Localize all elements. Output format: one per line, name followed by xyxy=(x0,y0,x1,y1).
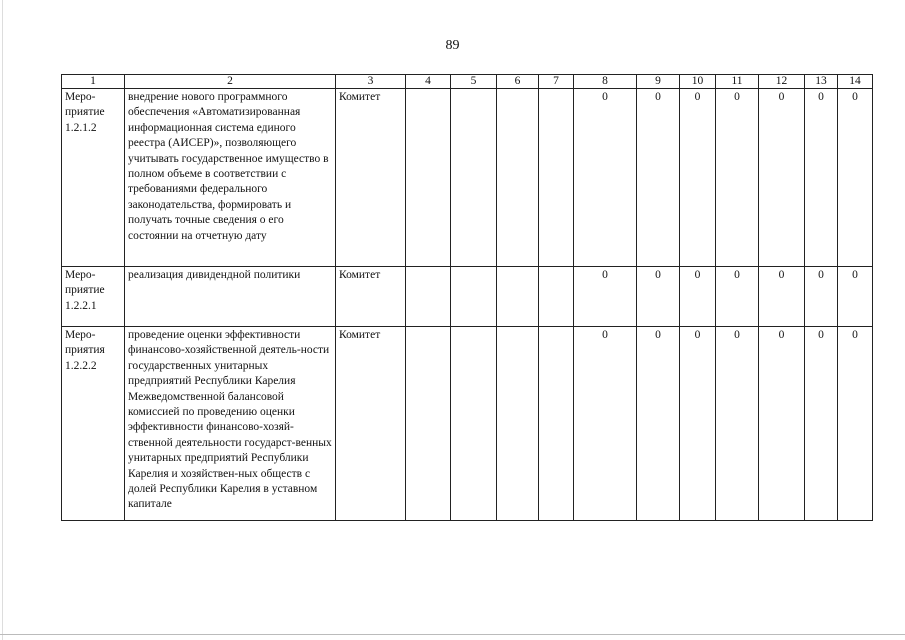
value-cell-col-11: 0 xyxy=(716,267,759,327)
header-col-3: 3 xyxy=(336,75,406,89)
header-col-11: 11 xyxy=(716,75,759,89)
value-cell-col-7 xyxy=(539,327,574,521)
value-cell-col-10: 0 xyxy=(680,327,716,521)
value-cell-col-14: 0 xyxy=(838,327,873,521)
value-cell-col-11: 0 xyxy=(716,327,759,521)
activity-description: внедрение нового программного обеспечения «Автоматизированная информационная система единого реестра (АИСЕР)», позволяющего учитывать государственное имущество в полном объеме в соответствии с требованиями федерального законодательства, формировать и получать точные сведения о его состоянии на отчетную дату xyxy=(125,89,336,267)
value-cell-col-9: 0 xyxy=(637,327,680,521)
value-cell-col-10: 0 xyxy=(680,267,716,327)
activity-description: реализация дивидендной политики xyxy=(125,267,336,327)
value-cell-col-12: 0 xyxy=(759,267,805,327)
value-cell-col-5 xyxy=(451,327,497,521)
value-cell-col-8: 0 xyxy=(574,89,637,267)
header-col-5: 5 xyxy=(451,75,497,89)
table-header xyxy=(62,75,873,89)
activity-executor: Комитет xyxy=(336,327,406,521)
value-cell-col-13: 0 xyxy=(805,327,838,521)
value-cell-col-13: 0 xyxy=(805,89,838,267)
value-cell-col-13: 0 xyxy=(805,267,838,327)
value-cell-col-4 xyxy=(406,89,451,267)
header-col-14: 14 xyxy=(838,75,873,89)
activity-label: Меро- приятие 1.2.1.2 xyxy=(62,89,125,267)
header-col-12: 12 xyxy=(759,75,805,89)
scan-edge-left xyxy=(2,0,3,640)
program-activities-table xyxy=(61,74,873,521)
value-cell-col-5 xyxy=(451,89,497,267)
value-cell-col-8: 0 xyxy=(574,327,637,521)
activity-description: проведение оценки эффективности финансово-хозяйственной деятель-ности государственных унитарных предприятий Республики Карелия Межведомственной балансовой комиссией по проведению оценки эффективности финансово-хозяй-ственной деятельности государст-венных унитарных предприятий Республики Карелия и хозяйствен-ных обществ с долей Республики Карелия в уставном капитале xyxy=(125,327,336,521)
value-cell-col-14: 0 xyxy=(838,89,873,267)
header-col-10: 10 xyxy=(680,75,716,89)
value-cell-col-7 xyxy=(539,267,574,327)
header-col-7: 7 xyxy=(539,75,574,89)
value-cell-col-9: 0 xyxy=(637,89,680,267)
value-cell-col-6 xyxy=(497,327,539,521)
value-cell-col-11: 0 xyxy=(716,89,759,267)
value-cell-col-6 xyxy=(497,267,539,327)
activity-executor: Комитет xyxy=(336,267,406,327)
value-cell-col-6 xyxy=(497,89,539,267)
table-row xyxy=(62,89,873,267)
page-number: 89 xyxy=(445,38,460,53)
header-col-4: 4 xyxy=(406,75,451,89)
activity-label: Меро- приятия 1.2.2.2 xyxy=(62,327,125,521)
value-cell-col-12: 0 xyxy=(759,89,805,267)
table-row xyxy=(62,327,873,521)
value-cell-col-4 xyxy=(406,327,451,521)
activity-label: Меро- приятие 1.2.2.1 xyxy=(62,267,125,327)
value-cell-col-12: 0 xyxy=(759,327,805,521)
header-col-9: 9 xyxy=(637,75,680,89)
value-cell-col-9: 0 xyxy=(637,267,680,327)
header-col-6: 6 xyxy=(497,75,539,89)
value-cell-col-7 xyxy=(539,89,574,267)
table-row xyxy=(62,267,873,327)
header-col-8: 8 xyxy=(574,75,637,89)
header-col-1: 1 xyxy=(62,75,125,89)
scan-edge-bottom xyxy=(0,634,905,635)
value-cell-col-4 xyxy=(406,267,451,327)
header-row xyxy=(62,75,873,89)
value-cell-col-14: 0 xyxy=(838,267,873,327)
header-col-2: 2 xyxy=(125,75,336,89)
value-cell-col-5 xyxy=(451,267,497,327)
table-body xyxy=(62,89,873,521)
value-cell-col-8: 0 xyxy=(574,267,637,327)
activity-executor: Комитет xyxy=(336,89,406,267)
value-cell-col-10: 0 xyxy=(680,89,716,267)
header-col-13: 13 xyxy=(805,75,838,89)
